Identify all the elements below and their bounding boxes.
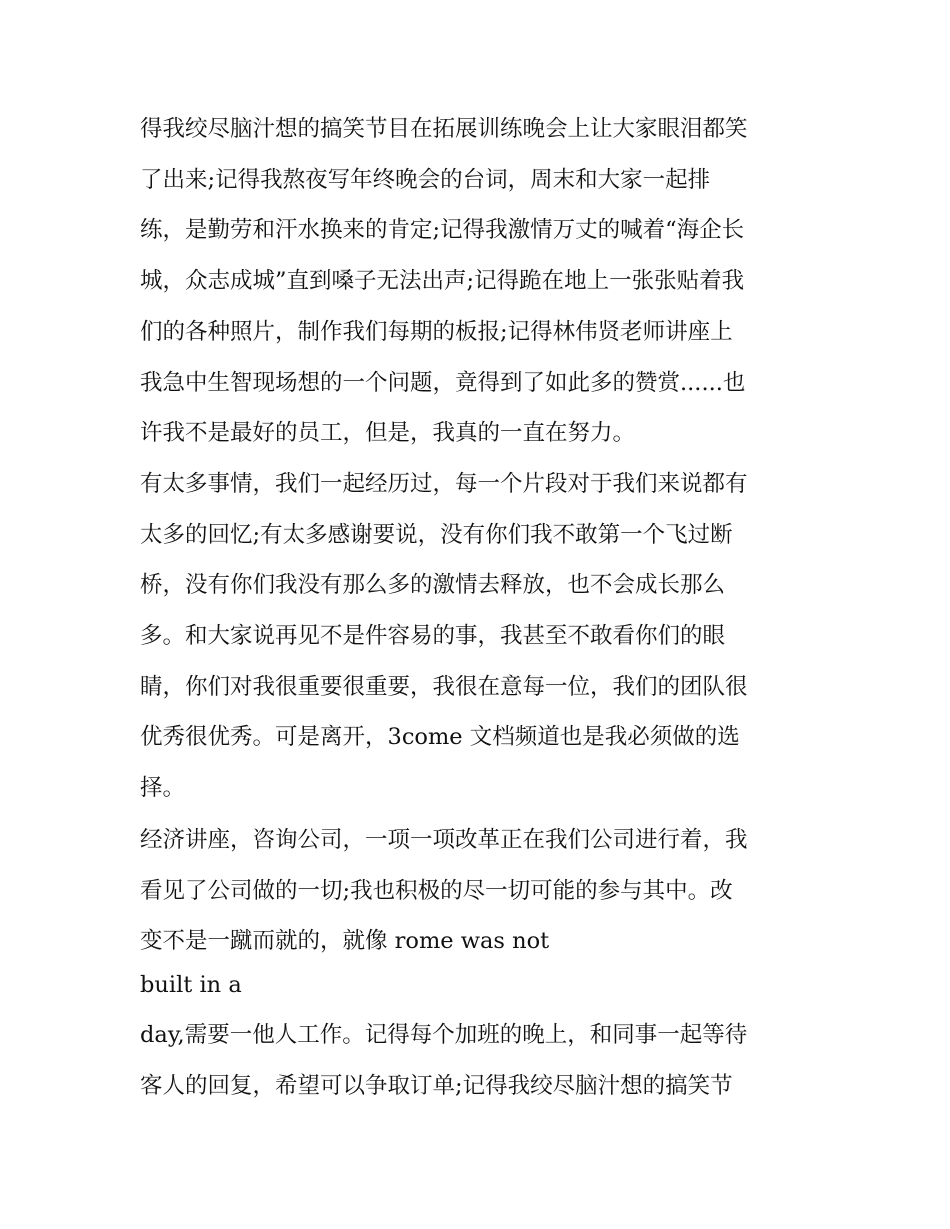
text-line: 许我不是最好的员工，但是，我真的一直在努力。 (140, 420, 636, 446)
text-line: built in a (140, 972, 242, 998)
text-line: 多。和大家说再见不是件容易的事，我甚至不敢看你们的眼 (140, 623, 726, 649)
text-line: 择。 (140, 775, 186, 801)
text-line: 桥，没有你们我没有那么多的激情去释放，也不会成长那么 (140, 572, 726, 598)
text-line: 们的各种照片，制作我们每期的板报;记得林伟贤老师讲座上 (140, 319, 733, 345)
text-line: 有太多事情，我们一起经历过，每一个片段对于我们来说都有 (140, 471, 748, 497)
text-line: 我急中生智现场想的一个问题，竟得到了如此多的赞赏......也 (140, 370, 746, 396)
text-line: 城，众志成城”直到嗓子无法出声;记得跪在地上一张张贴着我 (140, 268, 745, 294)
text-line: 得我绞尽脑汁想的搞笑节目在拓展训练晚会上让大家眼泪都笑 (140, 116, 748, 142)
text-line: 练，是勤劳和汗水换来的肯定;记得我激情万丈的喊着“海企长 (140, 217, 745, 243)
text-line: 优秀很优秀。可是离开，3come 文档频道也是我必须做的选 (140, 724, 740, 750)
text-line: 太多的回忆;有太多感谢要说，没有你们我不敢第一个飞过断 (140, 522, 733, 548)
text-line: 变不是一蹴而就的，就像 rome was not (140, 928, 550, 954)
text-line: 看见了公司做的一切;我也积极的尽一切可能的参与其中。改 (140, 878, 733, 904)
text-line: 了出来;记得我熬夜写年终晚会的台词，周末和大家一起排 (140, 167, 711, 193)
text-line: 经济讲座，咨询公司，一项一项改革正在我们公司进行着，我 (140, 827, 748, 853)
text-line: 客人的回复，希望可以争取订单;记得我绞尽脑汁想的搞笑节 (140, 1073, 733, 1099)
text-line: day,需要一他人工作。记得每个加班的晚上，和同事一起等待 (140, 1022, 748, 1048)
text-line: 睛，你们对我很重要很重要，我很在意每一位，我们的团队很 (140, 674, 748, 700)
